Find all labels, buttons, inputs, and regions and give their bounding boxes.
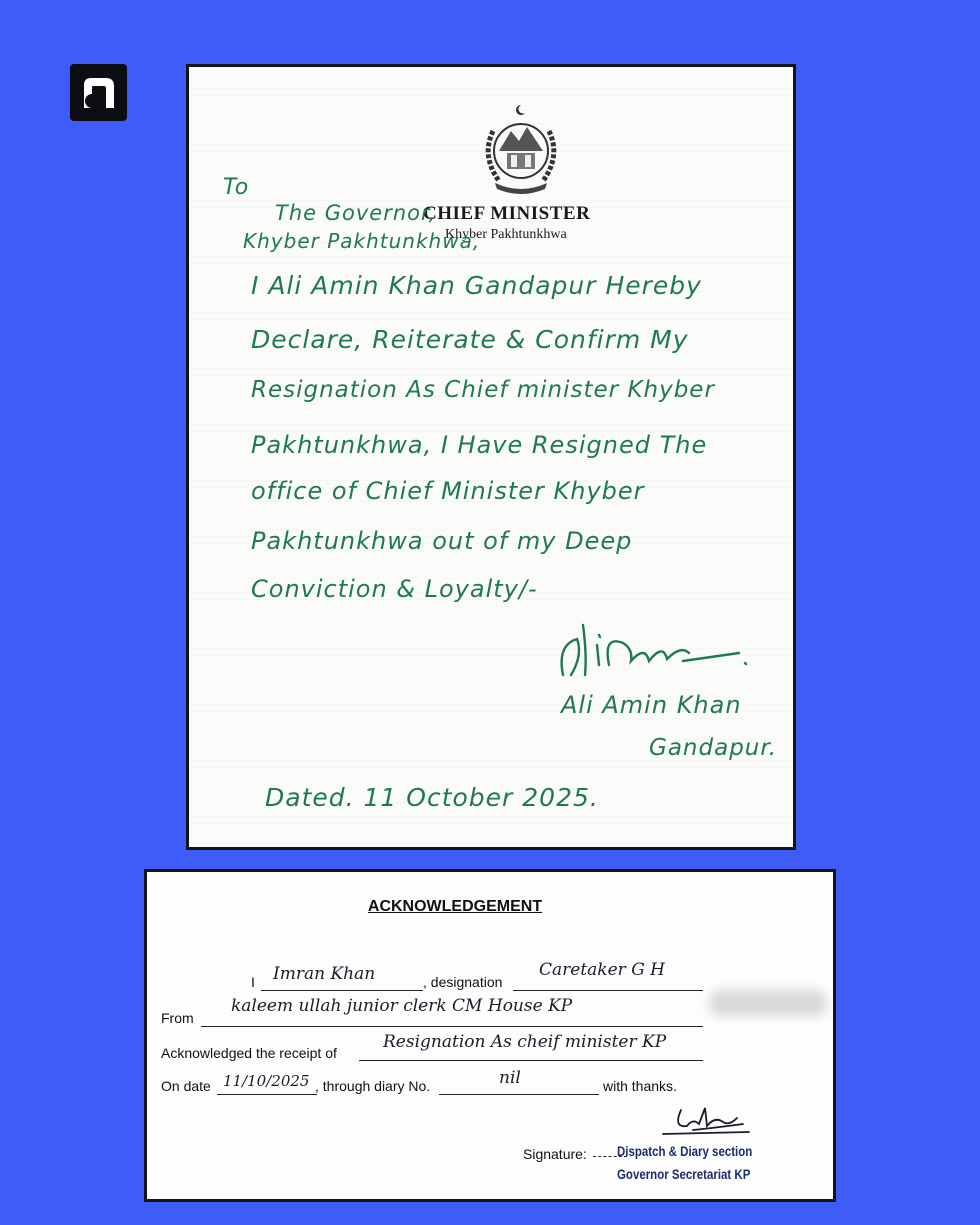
addressee-line-2: Khyber Pakhtunkhwa, <box>243 229 481 253</box>
acknowledgement-slip <box>144 869 836 1202</box>
body-line: Declare, Reiterate & Confirm My <box>251 325 689 354</box>
letterhead-title: CHIEF MINISTER <box>423 203 591 224</box>
from-underline <box>201 1026 703 1027</box>
acknowledgement-signature-icon <box>653 1100 753 1140</box>
acknowledger-name: Imran Khan <box>273 964 376 984</box>
body-line: office of Chief Minister Khyber <box>251 477 645 505</box>
from-value: kaleem ullah junior clerk CM House KP <box>231 996 573 1016</box>
body-line: Pakhtunkhwa out of my Deep <box>251 527 633 555</box>
body-line: Conviction & Loyalty/- <box>251 575 538 603</box>
diary-underline <box>439 1094 599 1095</box>
salutation: To <box>223 175 250 200</box>
date-label: On date <box>161 1078 211 1094</box>
body-line: Resignation As Chief minister Khyber <box>251 377 715 403</box>
thanks-label: with thanks. <box>603 1078 677 1094</box>
resignation-letter <box>186 64 796 850</box>
receipt-value: Resignation As cheif minister KP <box>383 1032 667 1052</box>
brand-logo <box>70 64 127 121</box>
signer-name-line-1: Ali Amin Khan <box>561 691 742 719</box>
designation-underline <box>513 990 703 991</box>
acknowledgement-title: ACKNOWLEDGEMENT <box>367 898 543 915</box>
date-underline <box>217 1094 317 1095</box>
designation-label: , designation <box>423 974 503 990</box>
i-label: I <box>251 974 255 990</box>
body-line: Pakhtunkhwa, I Have Resigned The <box>251 431 708 459</box>
date-value: 11/10/2025 <box>223 1072 310 1090</box>
from-label: From <box>161 1010 194 1026</box>
stamp-line-2: Governor Secretariat KP <box>617 1166 751 1182</box>
designation-value: Caretaker G H <box>539 960 665 980</box>
handwritten-signature-icon <box>553 615 753 685</box>
letter-date: Dated. 11 October 2025. <box>265 783 599 812</box>
addressee-line-1: The Governor, <box>275 201 437 225</box>
receipt-underline <box>359 1060 703 1061</box>
signature-label: Signature: <box>523 1146 587 1162</box>
receipt-label: Acknowledged the receipt of <box>161 1045 337 1061</box>
stamp-line-1: Dispatch & Diary section <box>617 1143 753 1159</box>
body-line: I Ali Amin Khan Gandapur Hereby <box>251 271 702 300</box>
redacted-area <box>709 990 827 1016</box>
n-logo-icon <box>70 64 127 121</box>
diary-value: nil <box>499 1068 521 1088</box>
kp-emblem-icon <box>473 101 569 197</box>
diary-label: , through diary No. <box>315 1078 431 1094</box>
signer-name-line-2: Gandapur. <box>649 735 778 761</box>
letterhead-subtitle: Khyber Pakhtunkhwa <box>445 227 567 242</box>
name-underline <box>261 990 423 991</box>
